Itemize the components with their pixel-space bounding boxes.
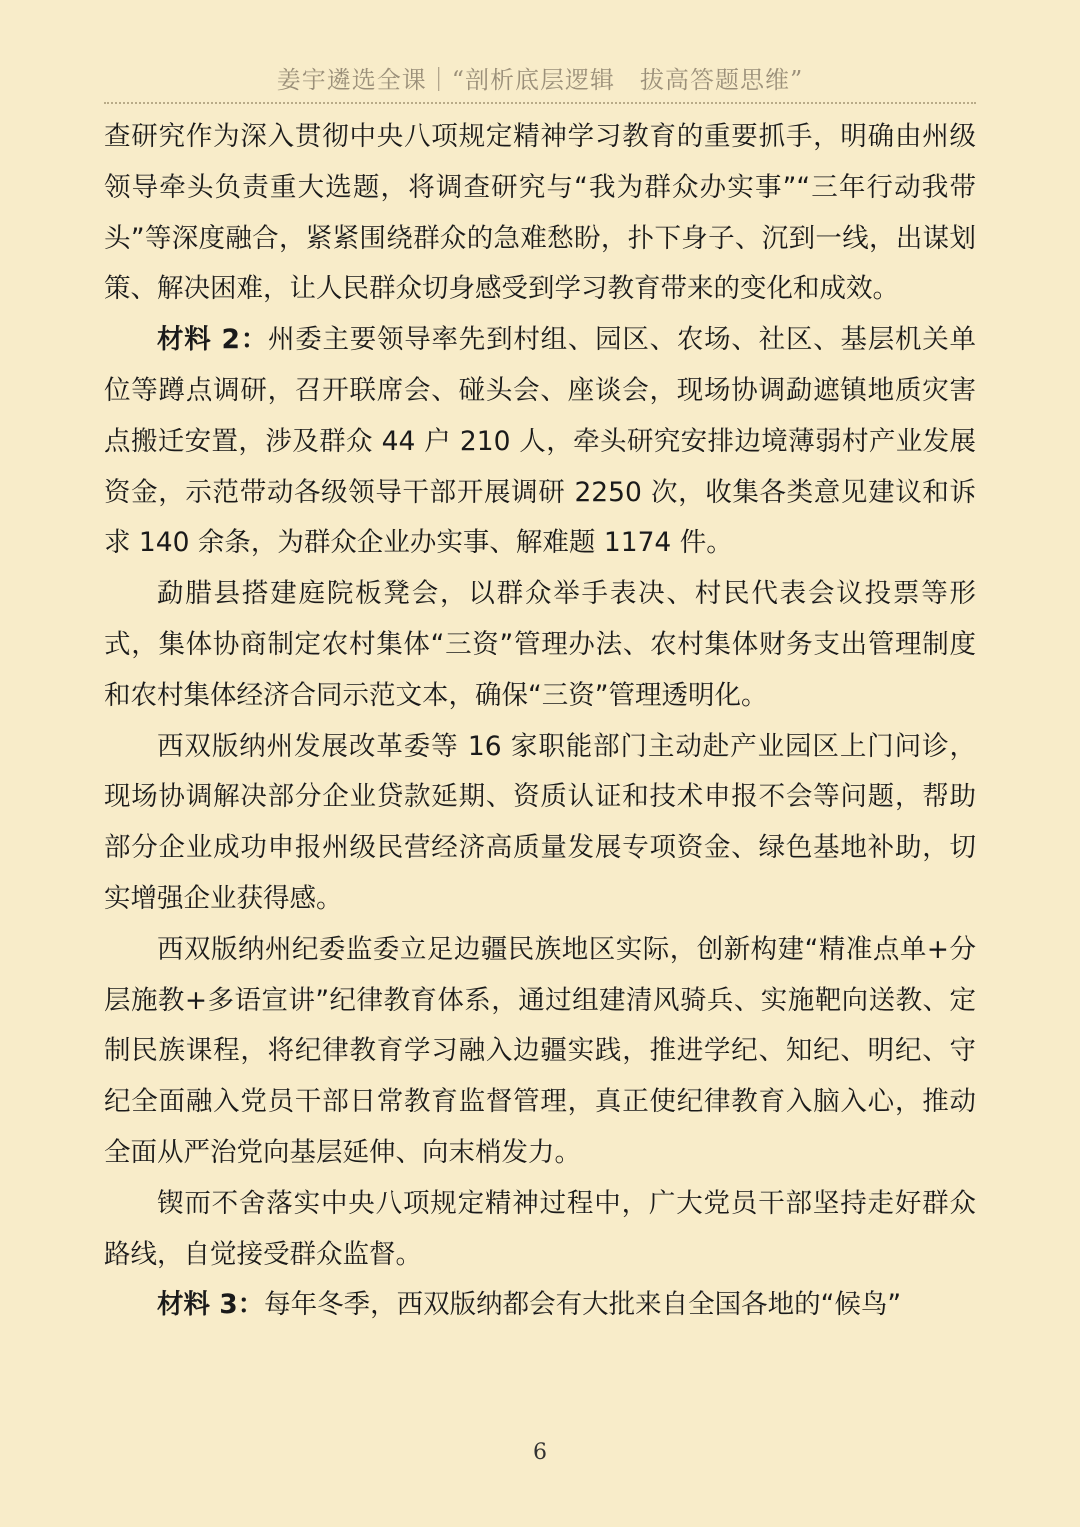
material-label: 材料 3： [157, 1289, 265, 1321]
page-header [104, 60, 976, 104]
paragraph-material-2 [104, 315, 976, 569]
paragraph-fagaiwei [104, 722, 976, 925]
document-body [104, 112, 976, 1331]
paragraph-text: 西双版纳州纪委监委立足边疆民族地区实际，创新构建“精准点单+分层施教+多语宣讲”纪律教育体系，通过组建清风骑兵、实施靶向送教、定制民族课程，将纪律教育学习融入边疆实践，推进学纪、知纪、明纪、守纪全面融入党员干部日常教育监督管理，真正使纪律教育入脑入心，推动全面从严治党向基层延伸、向末梢发力。 [104, 933, 976, 1168]
paragraph-menglaxian [104, 569, 976, 721]
paragraph-text: 每年冬季，西双版纳都会有大批来自全国各地的“候鸟” [264, 1289, 902, 1321]
paragraph-text: 西双版纳州发展改革委等 16 家职能部门主动赴产业园区上门问诊，现场协调解决部分企业贷款延期、资质认证和技术申报不会等问题，帮助部分企业成功申报州级民营经济高质量发展专项资金、绿色基地补助，切实增强企业获得感。 [104, 730, 976, 914]
paragraph-summary [104, 1179, 976, 1281]
paragraph-text: 州委主要领导率先到村组、园区、农场、社区、基层机关单位等蹲点调研，召开联席会、碰头会、座谈会，现场协调勐遮镇地质灾害点搬迁安置，涉及群众 44 户 210 人，牵头研究安排边境薄弱村产业发展资金，示范带动各级领导干部开展调研 2250 次，收集各类意见建议和诉求 140 余条，为群众企业办实事、解难题 1174 件。 [104, 324, 977, 559]
page-number: 6 [533, 1440, 547, 1465]
paragraph-continuation [104, 112, 976, 315]
paragraph-jiwei [104, 925, 976, 1179]
paragraph-text: 锲而不舍落实中央八项规定精神过程中，广大党员干部坚持走好群众路线，自觉接受群众监督。 [104, 1187, 976, 1270]
paragraph-text: 勐腊县搭建庭院板凳会，以群众举手表决、村民代表会议投票等形式，集体协商制定农村集体“三资”管理办法、农村集体财务支出管理制度和农村集体经济合同示范文本，确保“三资”管理透明化。 [104, 578, 976, 711]
header-title: 姜宇遴选全课｜“剖析底层逻辑 拔高答题思维” [276, 66, 804, 94]
paragraph-text: 查研究作为深入贯彻中央八项规定精神学习教育的重要抓手，明确由州级领导牵头负责重大选题，将调查研究与“我为群众办实事”“三年行动我带头”等深度融合，紧紧围绕群众的急难愁盼，扑下身子、沉到一线，出谋划策、解决困难，让人民群众切身感受到学习教育带来的变化和成效。 [104, 121, 976, 305]
paragraph-material-3 [104, 1280, 976, 1331]
material-label: 材料 2： [157, 324, 268, 356]
